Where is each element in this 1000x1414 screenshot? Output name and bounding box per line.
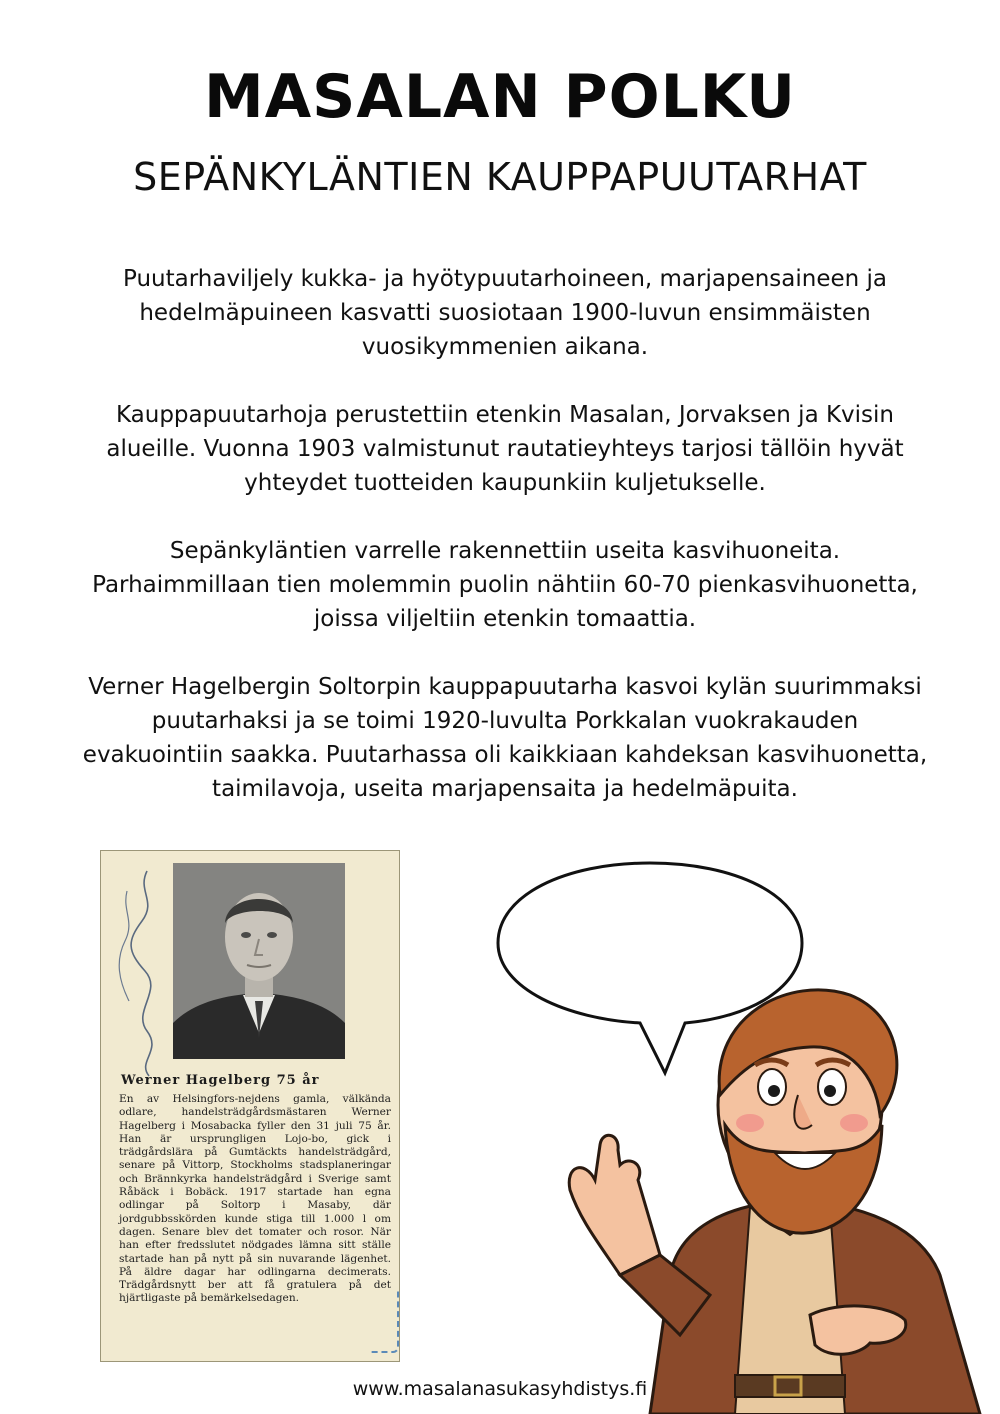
page-subtitle: SEPÄNKYLÄNTIEN KAUPPAPUUTARHAT xyxy=(133,155,867,199)
cartoon-gardener-icon xyxy=(560,975,1000,1414)
paragraph-1: Puutarhaviljely kukka- ja hyötypuutarhoineen, marjapensaineen ja hedelmäpuineen kasvatti suosiotaan 1900-luvun ensimmäisten vuosikymmenien aikana. xyxy=(122,266,888,360)
clipping-text: En av Helsingfors-nejdens gamla, välkända odlare, handelsträdgårdsmästaren Werner Hagelberg i Mosabacka fyller den 31 juli 75 år. Han är ursprungligen Lojo-bo, gick i trädgårdslära på Gumtäckts handelsträdgård, senare på Vittorp, Stockholms stadsplaneringar och Brännkyrka handelsträdgård i Sverige samt Råbäck i Bobäck. 1917 startade han egna odlingar på Soltorp i Masaby, där jordgubbsskörden kunde stiga till 1.000 l om dagen. Senare blev det tomater och rosor. När han efter fredsslutet nödgades lämna sitt ställe startade han på nytt på sin nuvarande lägenhet. På äldre dagar har odlingarna decimerats. Trädgårdsnytt ber att få gratulera på det hjärtligaste på bemärkelsedagen. xyxy=(119,1093,391,1305)
website-link[interactable]: www.masalanasukasyhdistys.fi xyxy=(352,1378,648,1400)
portrait-photo xyxy=(173,863,345,1059)
clipping-heading: Werner Hagelberg 75 år xyxy=(121,1073,320,1088)
portrait-man-icon xyxy=(173,863,345,1059)
newspaper-clipping xyxy=(100,850,400,1362)
intro-text xyxy=(80,262,930,840)
page-title: MASALAN POLKU xyxy=(204,62,796,132)
handwriting-scribble-icon xyxy=(107,861,167,1081)
paragraph-2: Kauppapuutarhoja perustettiin etenkin Masalan, Jorvaksen ja Kvisin alueille. Vuonna 1903 valmistunut rautatieyhteys tarjosi tällöin hyvät yhteydet tuotteiden kaupunkiin kuljetukselle. xyxy=(106,402,904,496)
paragraph-3: Sepänkyläntien varrelle rakennettiin useita kasvihuoneita. Parhaimmillaan tien molemmin puolin nähtiin 60-70 pienkasvihuonetta, joissa viljeltiin etenkin tomaattia. xyxy=(92,538,918,632)
paragraph-4: Verner Hagelbergin Soltorpin kauppapuutarha kasvoi kylän suurimmaksi puutarhaksi ja se toimi 1920-luvulta Porkkalan vuokrakauden evakuointiin saakka. Puutarhassa oli kaikkiaan kahdeksan kasvihuonetta, taimilavoja, useita marjapensaita ja hedelmäpuita. xyxy=(82,674,928,802)
clipping-marker-line xyxy=(369,1291,399,1353)
